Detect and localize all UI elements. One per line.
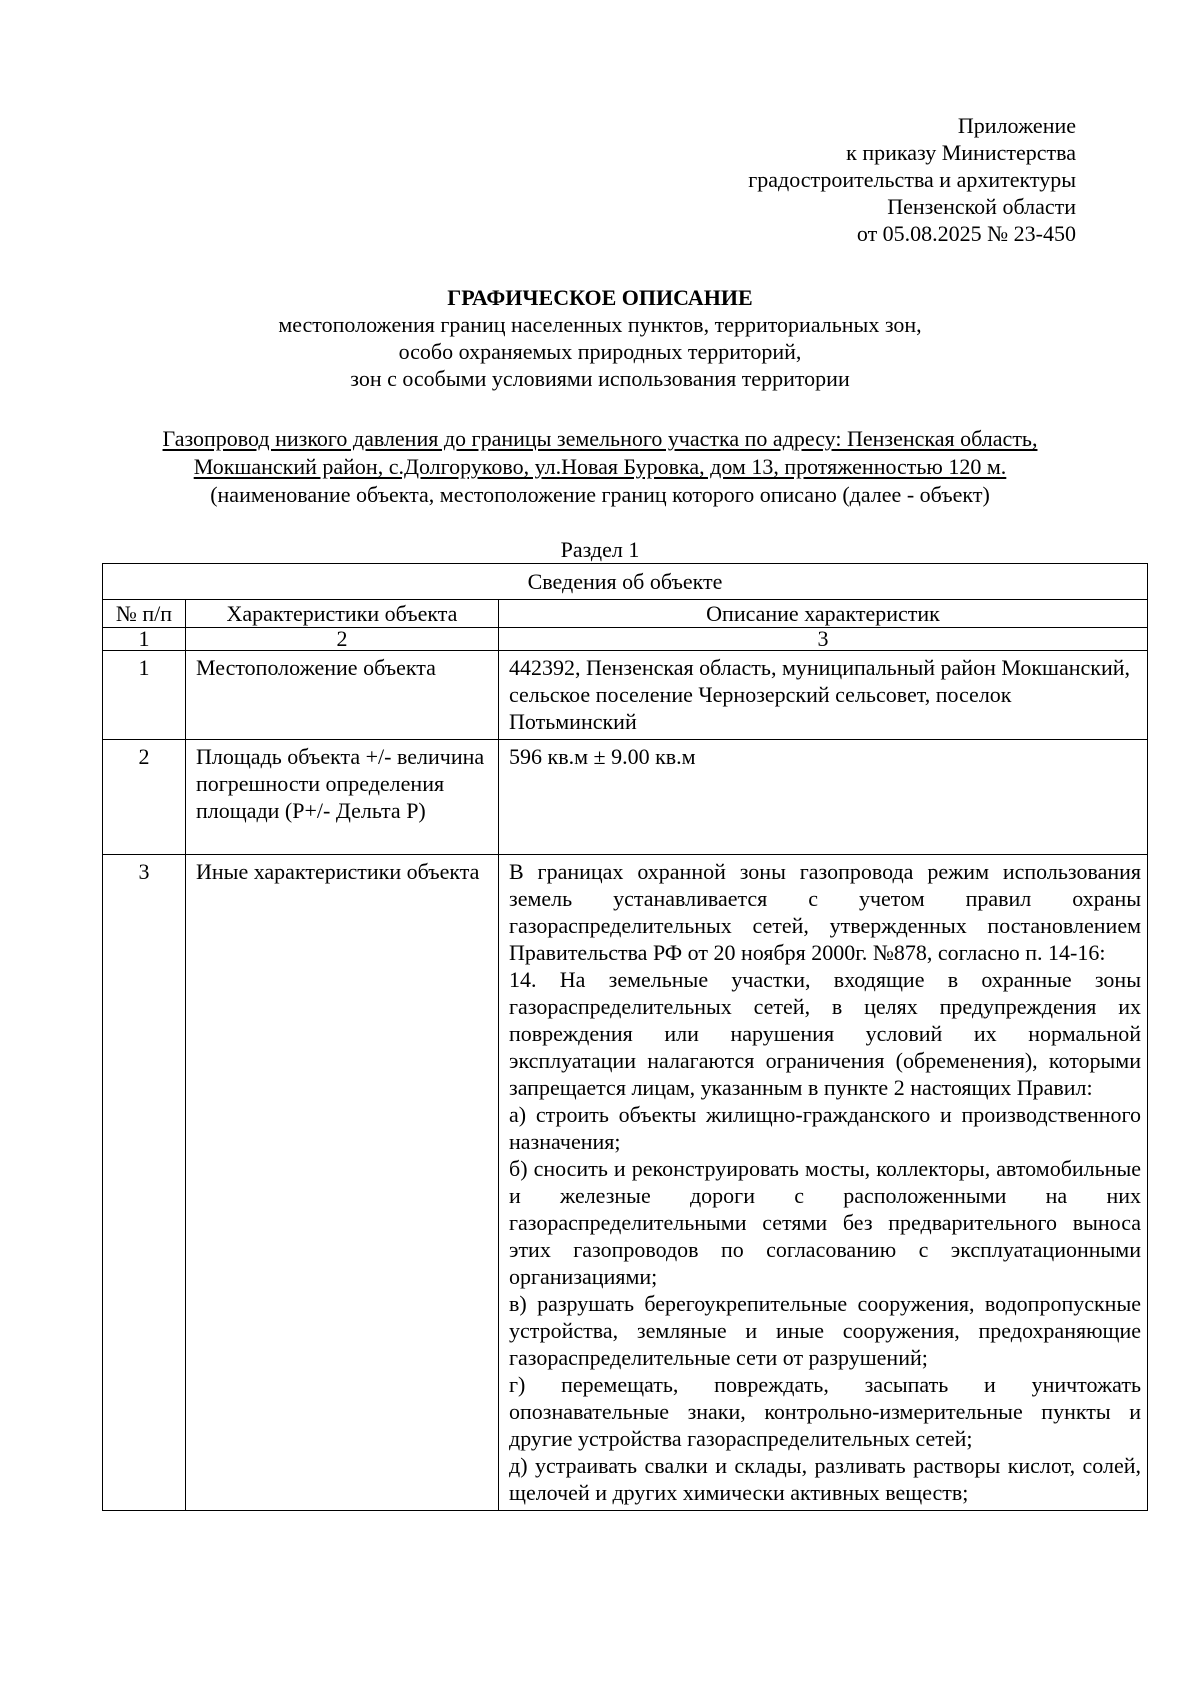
document-subtitle-line: зон с особыми условиями использования территории — [350, 366, 850, 391]
table-index-row — [103, 628, 1148, 651]
appendix-line: к приказу Министерства — [846, 140, 1076, 165]
row-characteristic: Местоположение объекта — [186, 651, 499, 740]
column-index: 3 — [499, 628, 1148, 651]
column-header-number: № п/п — [103, 600, 186, 628]
description-paragraph: В границах охранной зоны газопровода режим использования земель устанавливается с учетом правил охраны газораспределительных сетей, утвержденных постановлением Правительства РФ от 20 ноября 2000г. №878, согласно п. 14-16: — [509, 859, 1141, 965]
object-name-line: Газопровод низкого давления до границы земельного участка по адресу: Пензенская область, — [162, 426, 1038, 451]
row-characteristic: Иные характеристики объекта — [186, 855, 499, 1511]
column-index: 1 — [103, 628, 186, 651]
section-label: Раздел 1 — [560, 537, 640, 562]
row-number: 2 — [103, 740, 186, 855]
column-header-characteristic: Характеристики объекта — [186, 600, 499, 628]
table-row — [103, 855, 1148, 1511]
table-header-row — [103, 600, 1148, 628]
column-index: 2 — [186, 628, 499, 651]
appendix-line: градостроительства и архитектуры — [748, 167, 1076, 192]
object-name-note: (наименование объекта, местоположение границ которого описано (далее - объект) — [210, 482, 990, 507]
appendix-line: Приложение — [957, 113, 1076, 138]
document-subtitle-line: местоположения границ населенных пунктов, территориальных зон, — [278, 312, 922, 337]
row-characteristic: Площадь объекта +/- величина погрешности определения площади (Р+/- Дельта Р) — [186, 740, 499, 855]
description-paragraph: а) строить объекты жилищно-гражданского и производственного назначения; — [509, 1102, 1141, 1154]
row-description — [499, 855, 1148, 1511]
object-name-line: Мокшанский район, с.Долгоруково, ул.Новая Буровка, дом 13, протяженностью 120 м. — [193, 454, 1007, 479]
description-paragraph: б) сносить и реконструировать мосты, коллекторы, автомобильные и железные дороги с расположенными на них газораспределительными сетями без предварительного выноса этих газопроводов по согласованию с эксплуатационными организациями; — [509, 1156, 1141, 1289]
object-name-block — [0, 425, 1200, 509]
row-description: 596 кв.м ± 9.00 кв.м — [499, 740, 1148, 855]
table-row — [103, 740, 1148, 855]
object-info-table — [102, 563, 1148, 1511]
description-paragraph: д) устраивать свалки и склады, разливать растворы кислот, солей, щелочей и других химически активных веществ; — [509, 1453, 1141, 1505]
row-description: 442392, Пензенская область, муниципальный район Мокшанский, сельское поселение Чернозерский сельсовет, поселок Потьминский — [499, 651, 1148, 740]
description-paragraph: 14. На земельные участки, входящие в охранные зоны газораспределительных сетей, в целях предупреждения их повреждения или нарушения условий их нормальной эксплуатации налагаются ограничения (обременения), которыми запрещается лицам, указанным в пункте 2 настоящих Правил: — [509, 967, 1141, 1100]
document-heading — [0, 284, 1200, 392]
row-number: 3 — [103, 855, 186, 1511]
appendix-line: Пензенской области — [887, 194, 1076, 219]
row-number: 1 — [103, 651, 186, 740]
description-paragraph: в) разрушать берегоукрепительные сооружения, водопропускные устройства, земляные и иные сооружения, предохраняющие газораспределительные сети от разрушений; — [509, 1291, 1141, 1370]
table-row — [103, 651, 1148, 740]
column-header-description: Описание характеристик — [499, 600, 1148, 628]
table-caption-row — [103, 564, 1148, 600]
document-subtitle-line: особо охраняемых природных территорий, — [398, 339, 802, 364]
table-caption: Сведения об объекте — [103, 564, 1148, 600]
appendix-line: от 05.08.2025 № 23-450 — [856, 221, 1076, 246]
document-title: ГРАФИЧЕСКОЕ ОПИСАНИЕ — [447, 285, 753, 310]
appendix-block — [748, 112, 1076, 247]
description-paragraph: г) перемещать, повреждать, засыпать и уничтожать опознавательные знаки, контрольно-измерительные пункты и другие устройства газораспределительных сетей; — [509, 1372, 1141, 1451]
